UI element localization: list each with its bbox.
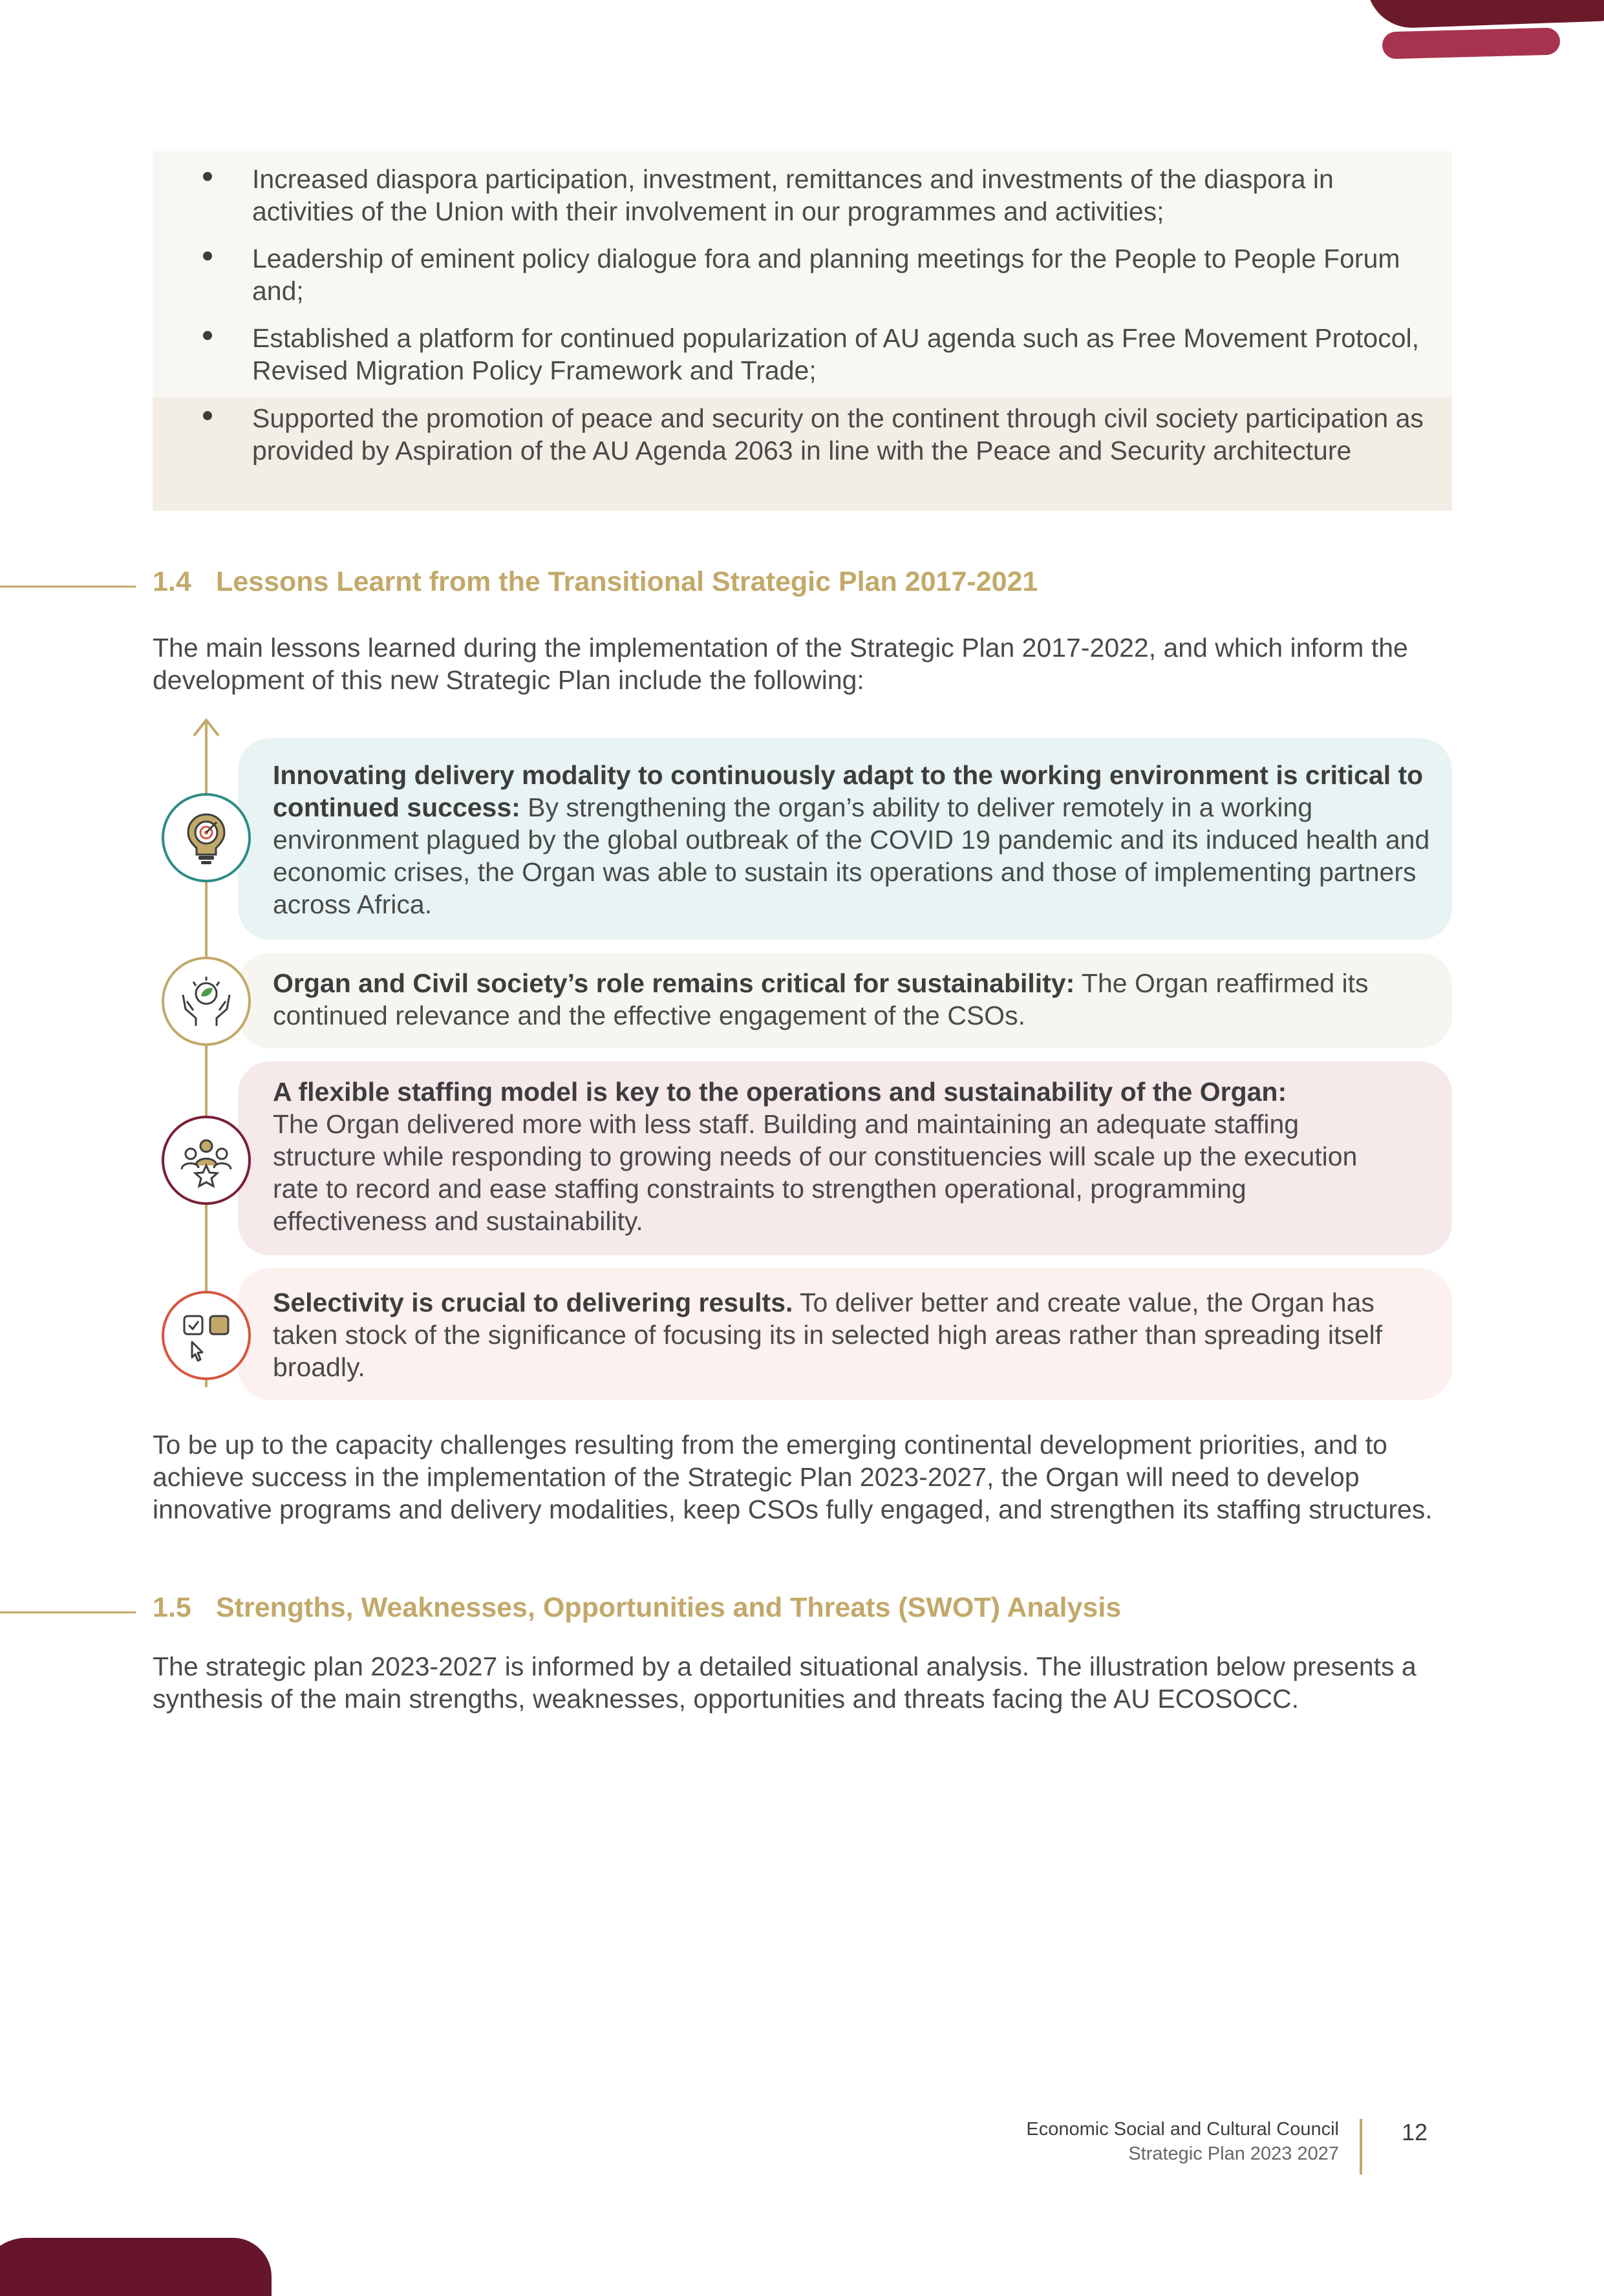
lesson-card xyxy=(238,1268,1452,1400)
lesson-card xyxy=(238,738,1452,940)
bullet-dot-icon xyxy=(203,251,212,260)
lesson-text xyxy=(273,1286,1437,1383)
lesson-text xyxy=(273,759,1437,920)
section-intro: The main lessons learned during the implementation of the Strategic Plan 2017-2022, and which inform the development of this new Strategic Plan include the following: xyxy=(153,633,1408,695)
lesson-body: The Organ delivered more with less staff. Building and maintaining an adequate staffing structure while responding to growing needs of our constituencies will scale up the execution rate to record and ease staffing constraints to strengthen operational, programming effectiveness and sustainability. xyxy=(273,1109,1358,1236)
bullet-dot-icon xyxy=(203,331,212,340)
footer-org: Economic Social and Cultural Council xyxy=(1026,2119,1339,2140)
section-title: Lessons Learnt from the Transitional Strategic Plan 2017-2021 xyxy=(216,566,1038,597)
lesson-card xyxy=(238,1061,1452,1255)
section-title: Strengths, Weaknesses, Opportunities and Threats (SWOT) Analysis xyxy=(216,1592,1122,1623)
lightbulb-target-icon xyxy=(162,793,251,882)
footer-divider xyxy=(1360,2119,1362,2174)
lesson-title: Organ and Civil society’s role remains critical for sustainability: xyxy=(273,968,1075,998)
lesson-text xyxy=(273,1076,1359,1237)
section-heading-1-4 xyxy=(153,566,1038,598)
section-closing: To be up to the capacity challenges resulting from the emerging continental development priorities, and to achieve success in the implementation of the Strategic Plan 2023-2027, the Organ will need to develop innovative programs and delivery modalities, keep CSOs fully engaged, and strengthen its staffing structures. xyxy=(153,1430,1433,1524)
section-number: 1.4 xyxy=(153,566,191,597)
lesson-body: To deliver better and create value, the Organ has taken stock of the significance of focusing its in selected high areas rather than spreading itself broadly. xyxy=(273,1288,1383,1382)
lesson-body: By strengthening the organ’s ability to deliver remotely in a working environment plagued by the global outbreak of the COVID 19 pandemic and its induced health and economic crises, the Organ was able to sustain its operations and those of implementing partners across Africa. xyxy=(273,792,1430,919)
select-cursor-icon xyxy=(162,1291,251,1380)
hands-leaf-icon xyxy=(162,957,251,1046)
bullet-dot-icon xyxy=(203,411,212,420)
bullet-text: Supported the promotion of peace and security on the continent through civil society participation as provided by Aspiration of the AU Agenda 2063 in line with the Peace and Security architecture xyxy=(252,403,1424,465)
lesson-title: Selectivity is crucial to delivering results. xyxy=(273,1288,793,1317)
brand-stroke-top xyxy=(1367,0,1604,29)
achievements-box xyxy=(153,151,1452,511)
bullet-dot-icon xyxy=(203,172,212,181)
lesson-text xyxy=(273,967,1437,1032)
bullet-text: Leadership of eminent policy dialogue fora and planning meetings for the People to People Forum and; xyxy=(252,244,1400,306)
page-number: 12 xyxy=(1402,2119,1428,2145)
section-number: 1.5 xyxy=(153,1592,191,1623)
section-rule xyxy=(0,1611,136,1613)
timeline-arrow-icon xyxy=(191,717,221,737)
lesson-card xyxy=(238,953,1452,1048)
section-intro: The strategic plan 2023-2027 is informed by a detailed situational analysis. The illustration below presents a synthesis of the main strengths, weaknesses, opportunities and threats facing the AU ECOSOCC. xyxy=(153,1652,1417,1714)
team-star-icon xyxy=(162,1116,251,1205)
lesson-body: The Organ reaffirmed its continued relevance and the effective engagement of the CSOs. xyxy=(273,968,1369,1030)
bullet-text: Increased diaspora participation, investment, remittances and investments of the diaspora in activities of the Union with their involvement in our programmes and activities; xyxy=(252,164,1334,226)
section-rule xyxy=(0,586,136,588)
lesson-title: A flexible staffing model is key to the operations and sustainability of the Organ: xyxy=(273,1077,1287,1107)
lesson-title: Innovating delivery modality to continuously adapt to the working environment is critical to continued success: xyxy=(273,760,1424,822)
bullet-text: Established a platform for continued popularization of AU agenda such as Free Movement Protocol, Revised Migration Policy Framework and Trade; xyxy=(252,323,1420,385)
brand-stroke-bottom xyxy=(0,2238,272,2296)
brand-stroke-top-accent xyxy=(1382,27,1560,59)
footer-doc: Strategic Plan 2023 2027 xyxy=(1128,2143,1339,2164)
section-heading-1-5 xyxy=(153,1592,1121,1624)
